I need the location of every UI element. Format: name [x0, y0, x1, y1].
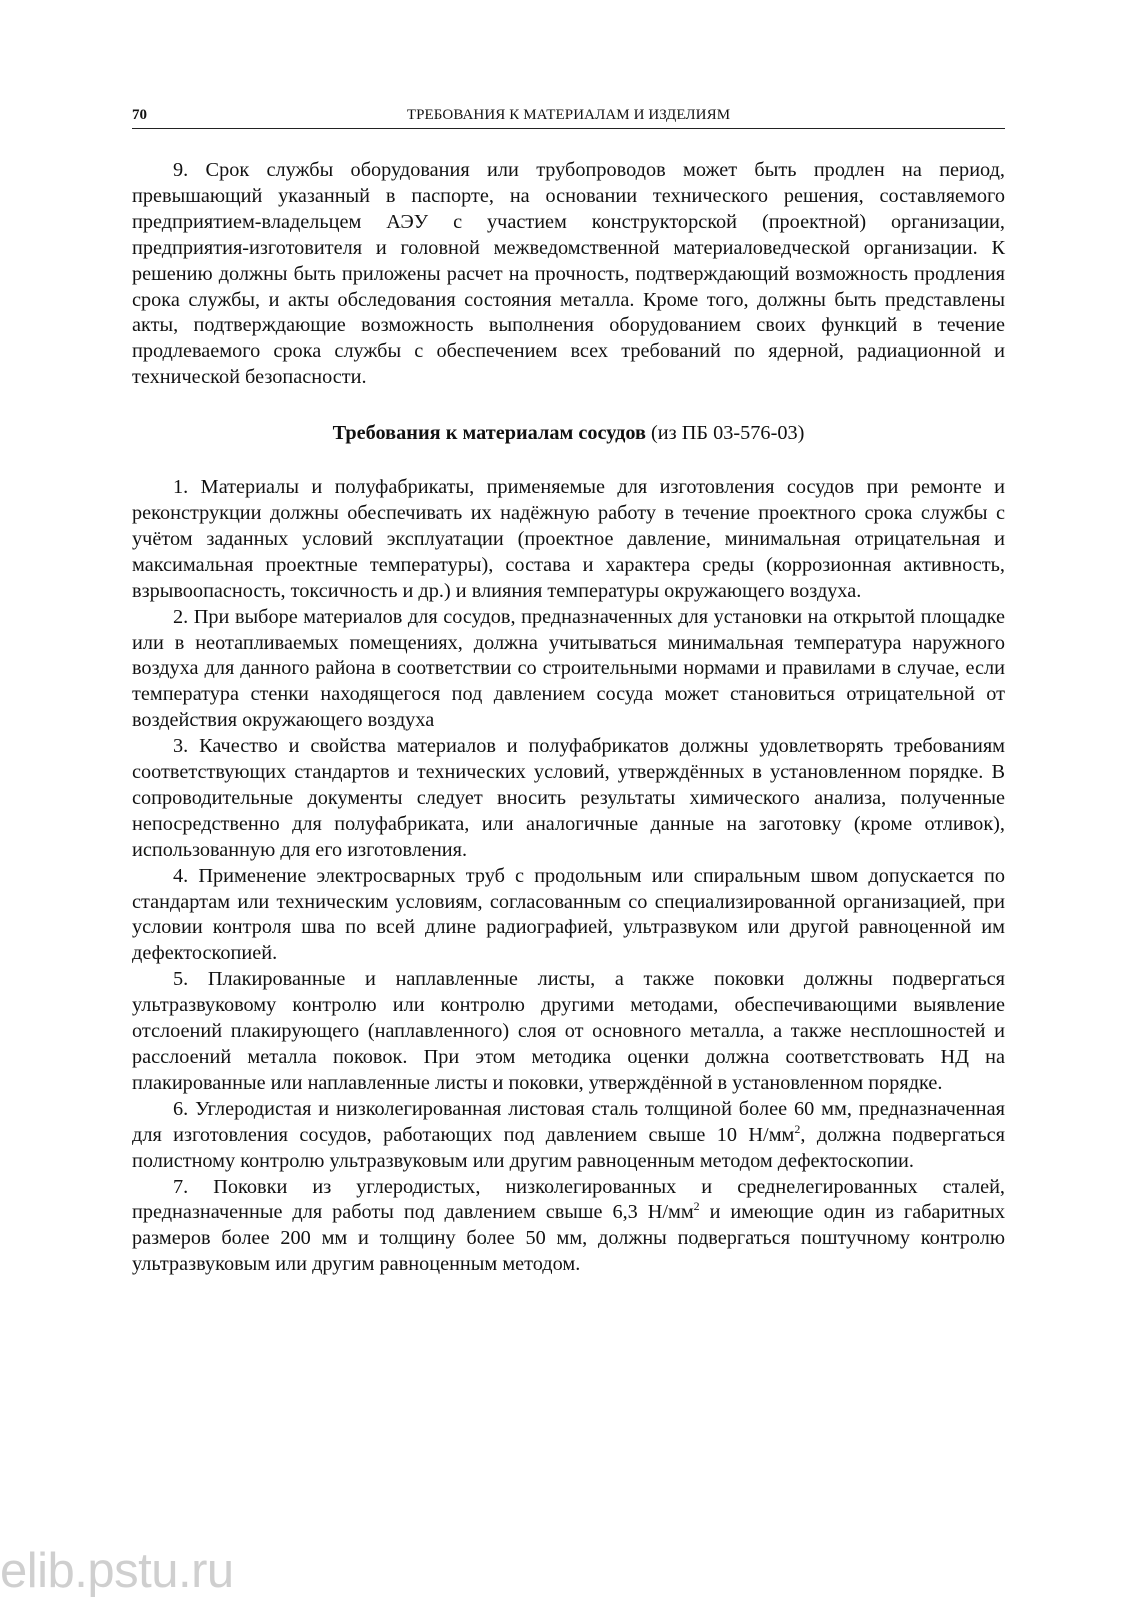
requirement-item-1: 1. Материалы и полуфабрикаты, применяемые для изготовления сосудов при ремонте и реконструкции должны обеспечивать их надёжную работу в течение проектного срока службы с учётом заданных условий эксплуатации (проектное давление, минимальная отрицательная и максимальная проектные температуры), состава и характера среды (коррозионная активность, взрывоопасность, токсичность и др.) и влияния температуры окружающего воздуха. [132, 476, 1005, 602]
requirement-item-7 [132, 1175, 1005, 1279]
requirement-item-5: 5. Плакированные и наплавленные листы, а также поковки должны подвергаться ультразвуковому контролю или контролю другими методами, обеспечивающими выявление отслоений плакирующего (наплавленного) слоя от основного металла, а также несплошностей и расслоений металла поковок. При этом методика оценки должна соответствовать НД на плакированные или наплавленные листы и поковки, утверждённой в установленном порядке. [132, 968, 1005, 1094]
item-7-superscript: 2 [693, 1199, 700, 1214]
item-7-text-start: 7. Поковки из углеродистых, низколегированных и среднелегированных сталей, предназначенные для работы под давлением свыше 6,3 Н/мм [132, 1175, 1005, 1224]
page-body [132, 158, 1005, 1278]
paragraph-9: 9. Срок службы оборудования или трубопроводов может быть продлен на период, превышающий указанный в паспорте, на основании технического решения, составляемого предприятием-владельцем АЭУ с участием конструкторской (проектной) организации, предприятия-изготовителя и головной межведомственной материаловедческой организации. К решению должны быть приложены расчет на прочность, подтверждающий возможность продления срока службы, и акты обследования состояния металла. Кроме того, должны быть представлены акты, подтверждающие возможность выполнения оборудованием своих функций в течение продлеваемого срока службы с обеспечением всех требований по ядерной, радиационной и технической безопасности. [132, 159, 1005, 389]
section-heading-source: (из ПБ 03-576-03) [645, 422, 805, 445]
requirement-item-3: 3. Качество и свойства материалов и полуфабрикатов должны удовлетворять требованиям соответствующих стандартов и технических условий, утверждённых в установленном порядке. В сопроводительные документы следует вносить результаты химического анализа, полученные непосредственно для полуфабриката, или аналогичные данные на заготовку (кроме отливок), использованную для его изготовления. [132, 735, 1005, 861]
requirement-item-6 [132, 1097, 1005, 1175]
requirement-item-2: 2. При выборе материалов для сосудов, предназначенных для установки на открытой площадке или в неотапливаемых помещениях, должна учитываться минимальная температура наружного воздуха для данного района в соответствии со строительными нормами и правилами в случае, если температура стенки находящегося под давлением сосуда может становиться отрицательной от воздействия окружающего воздуха [132, 605, 1005, 732]
page-header [132, 106, 1005, 129]
section-heading-title: Требования к материалам сосудов [332, 422, 646, 445]
page-number: 70 [132, 107, 147, 123]
item-7-text-end: и имеющие один из габаритных размеров более 200 мм и толщину более 50 мм, должны подвергаться поштучному контролю ультразвуковым или другим равноценным методом. [132, 1201, 1005, 1276]
section-heading [132, 421, 1005, 447]
watermark: elib.pstu.ru [0, 1544, 234, 1598]
requirement-item-4: 4. Применение электросварных труб с продольным или спиральным швом допускается по стандартам или техническим условиям, согласованным со специализированной организацией, при условии контроля шва по всей длине радиографией, ультразвуком или другой равноценной им дефектоскопией. [132, 864, 1005, 965]
running-title: ТРЕБОВАНИЯ К МАТЕРИАЛАМ И ИЗДЕЛИЯМ [406, 107, 731, 123]
item-6-text-end: , должна подвергаться полистному контролю ультразвуковым или другим равноценным методом дефектоскопии. [132, 1123, 1005, 1172]
item-6-text-start: 6. Углеродистая и низколегированная листовая сталь толщиной более 60 мм, предназначенная для изготовления сосудов, работающих под давлением свыше 10 Н/мм [132, 1097, 1005, 1146]
item-6-superscript: 2 [794, 1121, 801, 1136]
